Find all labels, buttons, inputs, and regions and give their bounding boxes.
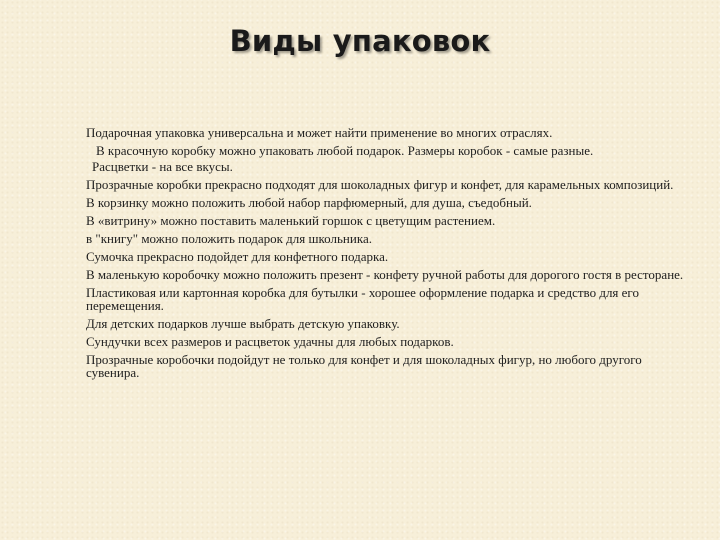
paragraph: Подарочная упаковка универсальна и может найти применение во многих отраслях.	[86, 125, 553, 140]
paragraph: Сундучки всех размеров и расцветок удачны для любых подарков.	[86, 334, 454, 349]
paragraph: Расцветки - на все вкусы.	[92, 159, 233, 174]
paragraph: Пластиковая или картонная коробка для бутылки - хорошее оформление подарка и средство для его перемещения.	[86, 285, 639, 313]
paragraph: Для детских подарков лучше выбрать детскую упаковку.	[86, 316, 400, 331]
paragraph: Сумочка прекрасно подойдет для конфетного подарка.	[86, 249, 389, 264]
paragraph: Прозрачные коробочки подойдут не только для конфет и для шоколадных фигур, но любого другого сувенира.	[86, 352, 642, 380]
slide-body	[86, 126, 686, 384]
paragraph: Прозрачные коробки прекрасно подходят для шоколадных фигур и конфет, для карамельных композиций.	[86, 177, 674, 192]
paragraph: В корзинку можно положить любой набор парфюмерный, для душа, съедобный.	[86, 195, 532, 210]
slide-title: Виды упаковок	[229, 24, 491, 58]
paragraph: в "книгу" можно положить подарок для школьника.	[86, 231, 372, 246]
paragraph: В маленькую коробочку можно положить презент - конфету ручной работы для дорогого гостя в ресторане.	[86, 267, 684, 282]
paragraph: В красочную коробку можно упаковать любой подарок. Размеры коробок - самые разные.	[96, 143, 594, 158]
paragraph: В «витрину» можно поставить маленький горшок с цветущим растением.	[86, 213, 496, 228]
